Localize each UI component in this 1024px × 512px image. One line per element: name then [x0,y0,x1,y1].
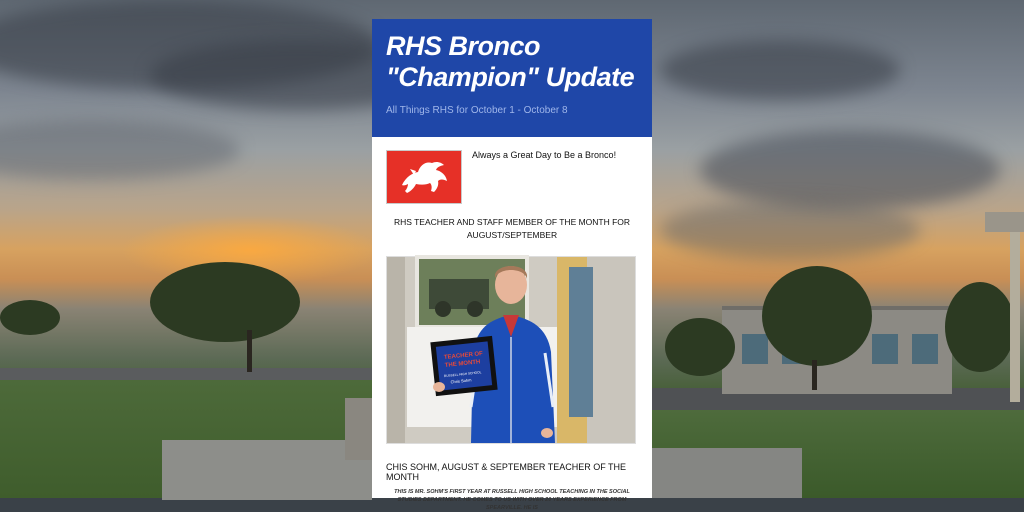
newsletter-header [372,19,652,137]
intro-text: Always a Great Day to Be a Bronco! [472,150,617,160]
newsletter-subtitle: All Things RHS for October 1 - October 8 [386,105,568,116]
plaque-title-line-2: THE MONTH [444,359,481,369]
plaque-name: Chris Sohm [450,377,472,385]
plaque-school: RUSSELL HIGH SCHOOL [443,370,482,379]
heading-line-2: AUGUST/SEPTEMBER [466,230,558,240]
section-heading [386,216,638,242]
heading-line-1: RHS TEACHER AND STAFF MEMBER OF THE MONTH FOR [393,217,631,227]
teacher-photo [386,256,636,444]
title-line-2: "Champion" Update [386,62,635,92]
newsletter-card [372,19,652,511]
title-line-1: RHS Bronco [386,31,541,61]
bronco-logo-icon [386,150,462,204]
caption-title: CHIS SOHM, AUGUST & SEPTEMBER TEACHER OF THE MONTH [386,462,627,482]
intro-row [386,150,638,204]
newsletter-title [386,31,638,93]
caption-text: THIS IS MR. SOHM'S FIRST YEAR AT RUSSELL HIGH SCHOOL TEACHING IN THE SOCIAL STUDIES DEPARTMENT. HE COMES TO US WITH OVER 20 YEARS EXPERIENCE FROM SPEARVILLE. HE IS [394,489,630,511]
plaque-title-line-1: TEACHER OF [443,350,484,362]
newsletter-body [372,150,652,512]
